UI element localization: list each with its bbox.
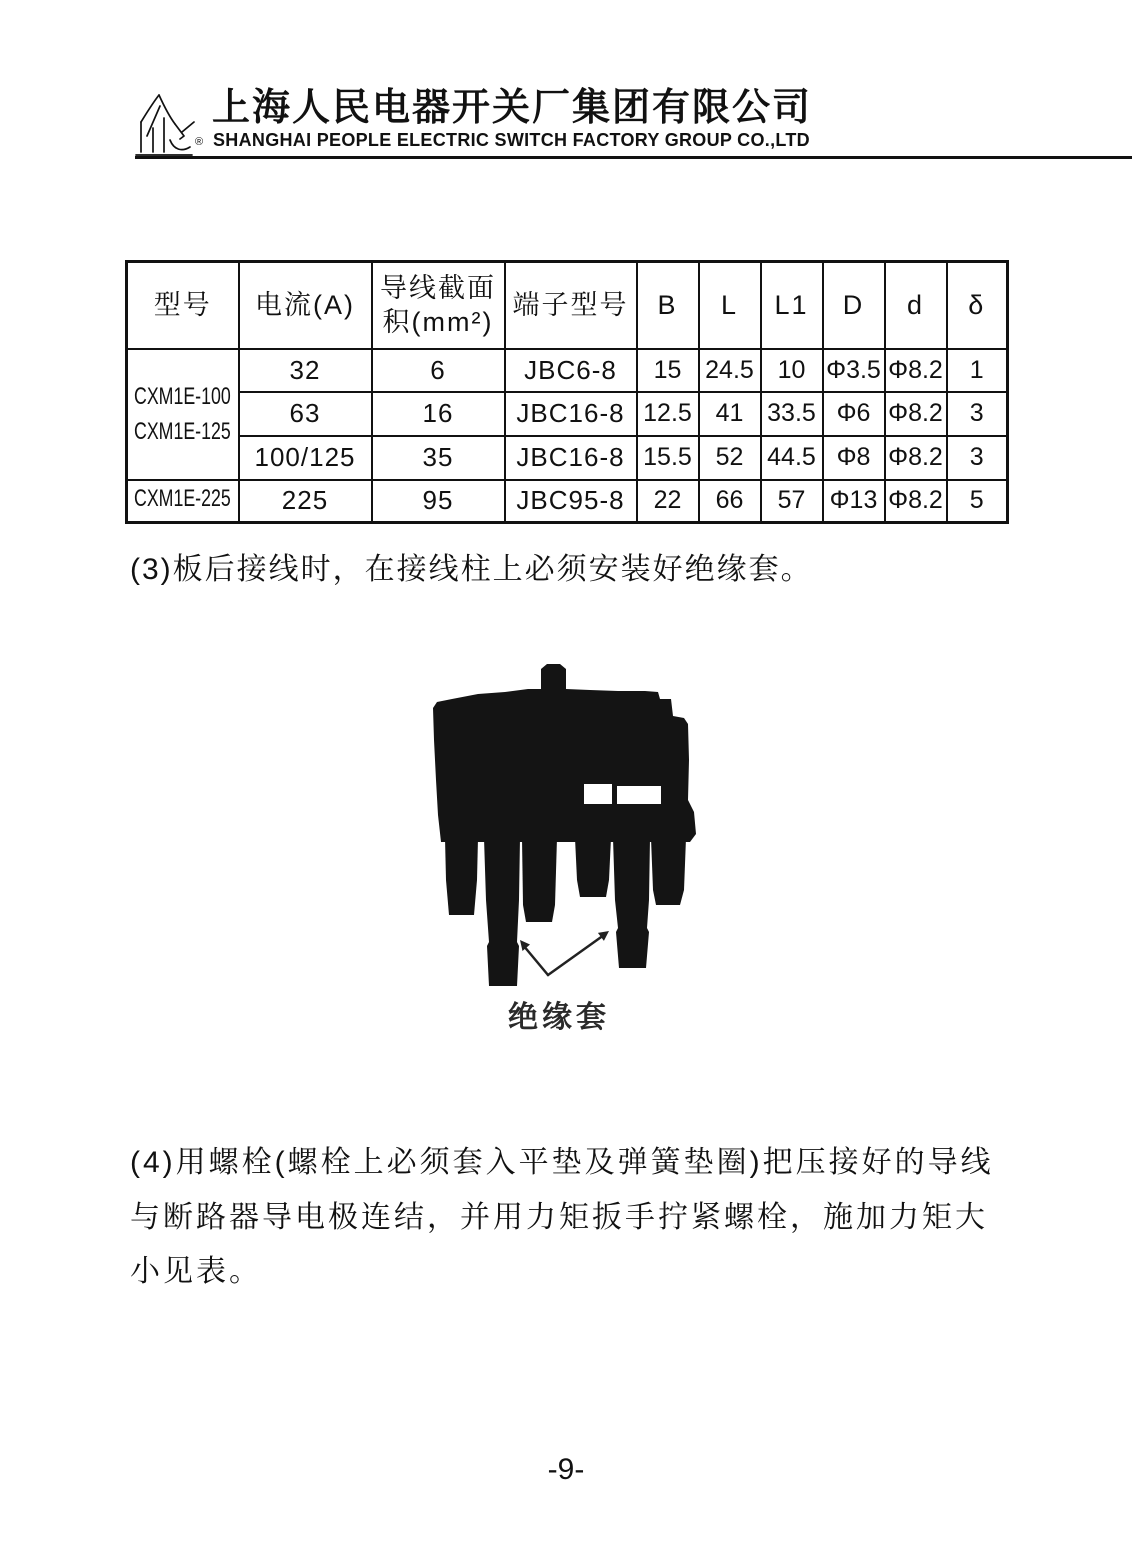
table-row bbox=[127, 349, 1008, 392]
header-wire-area-line1: 导线截面 bbox=[380, 273, 496, 304]
cell-d-lower: Φ8.2 bbox=[885, 392, 947, 436]
body-notch bbox=[584, 784, 612, 804]
cell-d-lower: Φ8.2 bbox=[885, 436, 947, 480]
cell-l1: 33.5 bbox=[761, 392, 823, 436]
body-notch bbox=[617, 786, 661, 804]
terminal-4 bbox=[575, 838, 611, 897]
model-name: CXM1E-125 bbox=[134, 418, 232, 445]
cell-delta: 5 bbox=[947, 480, 1008, 523]
table-row bbox=[127, 392, 1008, 436]
breaker-top-knob bbox=[541, 664, 566, 692]
cell-d-upper: Φ8 bbox=[823, 436, 885, 480]
cell-wire-area: 6 bbox=[372, 349, 505, 392]
cell-l1: 44.5 bbox=[761, 436, 823, 480]
terminal-2-with-sleeve bbox=[484, 838, 520, 986]
company-name-chinese: 上海人民电器开关厂集团有限公司 bbox=[212, 87, 813, 129]
terminal-5-with-sleeve bbox=[613, 838, 650, 968]
cell-terminal: JBC16-8 bbox=[505, 436, 637, 480]
header-d-lower: d bbox=[885, 262, 947, 349]
paragraph-3: (3)板后接线时，在接线柱上必须安装好绝缘套。 bbox=[130, 553, 813, 586]
cell-terminal: JBC95-8 bbox=[505, 480, 637, 523]
header-model: 型号 bbox=[127, 262, 239, 349]
cell-model-group bbox=[127, 349, 239, 480]
cell-l: 52 bbox=[699, 436, 761, 480]
paragraph-line: 小见表。 bbox=[130, 1255, 262, 1288]
paragraph-line: 与断路器导电极连结，并用力矩扳手拧紧螺栓，施加力矩大 bbox=[130, 1200, 988, 1234]
header-wire-area bbox=[372, 262, 505, 349]
header-delta: δ bbox=[947, 262, 1008, 349]
cell-d-lower: Φ8.2 bbox=[885, 480, 947, 523]
table-header-row bbox=[127, 262, 1008, 349]
cell-terminal: JBC16-8 bbox=[505, 392, 637, 436]
cell-l: 66 bbox=[699, 480, 761, 523]
terminal-6 bbox=[651, 838, 686, 905]
cell-d-lower: Φ8.2 bbox=[885, 349, 947, 392]
cell-wire-area: 16 bbox=[372, 392, 505, 436]
header-wire-area-line2: 积(mm²) bbox=[382, 307, 494, 338]
cell-delta: 3 bbox=[947, 392, 1008, 436]
header-divider bbox=[135, 156, 1132, 159]
cell-delta: 1 bbox=[947, 349, 1008, 392]
header-l: L bbox=[699, 262, 761, 349]
table-row bbox=[127, 436, 1008, 480]
terminal-1 bbox=[445, 838, 478, 915]
header-current: 电流(A) bbox=[239, 262, 372, 349]
model-line bbox=[128, 416, 238, 451]
cell-d-upper: Φ6 bbox=[823, 392, 885, 436]
cell-d-upper: Φ13 bbox=[823, 480, 885, 523]
page-number: -9- bbox=[547, 1453, 585, 1486]
cell-current: 63 bbox=[239, 392, 372, 436]
model-name: CXM1E-100 bbox=[134, 383, 232, 410]
pointer-arrow-right bbox=[548, 935, 604, 975]
cell-b: 15 bbox=[637, 349, 699, 392]
logo-stroke bbox=[159, 95, 175, 124]
logo-stroke bbox=[141, 95, 159, 122]
breaker-terminal-figure bbox=[420, 650, 710, 995]
terminal-3 bbox=[522, 838, 557, 922]
cell-wire-area: 35 bbox=[372, 436, 505, 480]
figure-label: 绝缘套 bbox=[508, 1001, 610, 1034]
paragraph-4 bbox=[130, 1136, 994, 1300]
spec-table bbox=[125, 260, 1009, 524]
cell-l: 41 bbox=[699, 392, 761, 436]
table-row bbox=[127, 480, 1008, 523]
pointer-arrow-left bbox=[523, 945, 548, 975]
cell-d-upper: Φ3.5 bbox=[823, 349, 885, 392]
cell-terminal: JBC6-8 bbox=[505, 349, 637, 392]
cell-b: 15.5 bbox=[637, 436, 699, 480]
cell-l1: 57 bbox=[761, 480, 823, 523]
cell-b: 22 bbox=[637, 480, 699, 523]
cell-current: 32 bbox=[239, 349, 372, 392]
header-d-upper: D bbox=[823, 262, 885, 349]
header-b: B bbox=[637, 262, 699, 349]
cell-delta: 3 bbox=[947, 436, 1008, 480]
cell-wire-area: 95 bbox=[372, 480, 505, 523]
header-l1: L1 bbox=[761, 262, 823, 349]
model-name: CXM1E-225 bbox=[134, 485, 232, 513]
cell-l1: 10 bbox=[761, 349, 823, 392]
table-body bbox=[127, 349, 1008, 523]
cell-current: 225 bbox=[239, 480, 372, 523]
company-name-english: SHANGHAI PEOPLE ELECTRIC SWITCH FACTORY GROUP CO.,LTD bbox=[213, 130, 810, 150]
registered-mark: ® bbox=[195, 136, 204, 148]
cell-b: 12.5 bbox=[637, 392, 699, 436]
model-line bbox=[128, 381, 238, 416]
breaker-body bbox=[433, 689, 696, 842]
cell-l: 24.5 bbox=[699, 349, 761, 392]
paragraph-line: (4)用螺栓(螺栓上必须套入平垫及弹簧垫圈)把压接好的导线 bbox=[130, 1146, 994, 1179]
table-head bbox=[127, 262, 1008, 349]
cell-current: 100/125 bbox=[239, 436, 372, 480]
header-terminal: 端子型号 bbox=[505, 262, 637, 349]
cell-model-group bbox=[127, 480, 239, 523]
logo-stroke bbox=[182, 122, 194, 132]
company-logo bbox=[134, 92, 198, 158]
logo-stroke bbox=[170, 140, 190, 150]
